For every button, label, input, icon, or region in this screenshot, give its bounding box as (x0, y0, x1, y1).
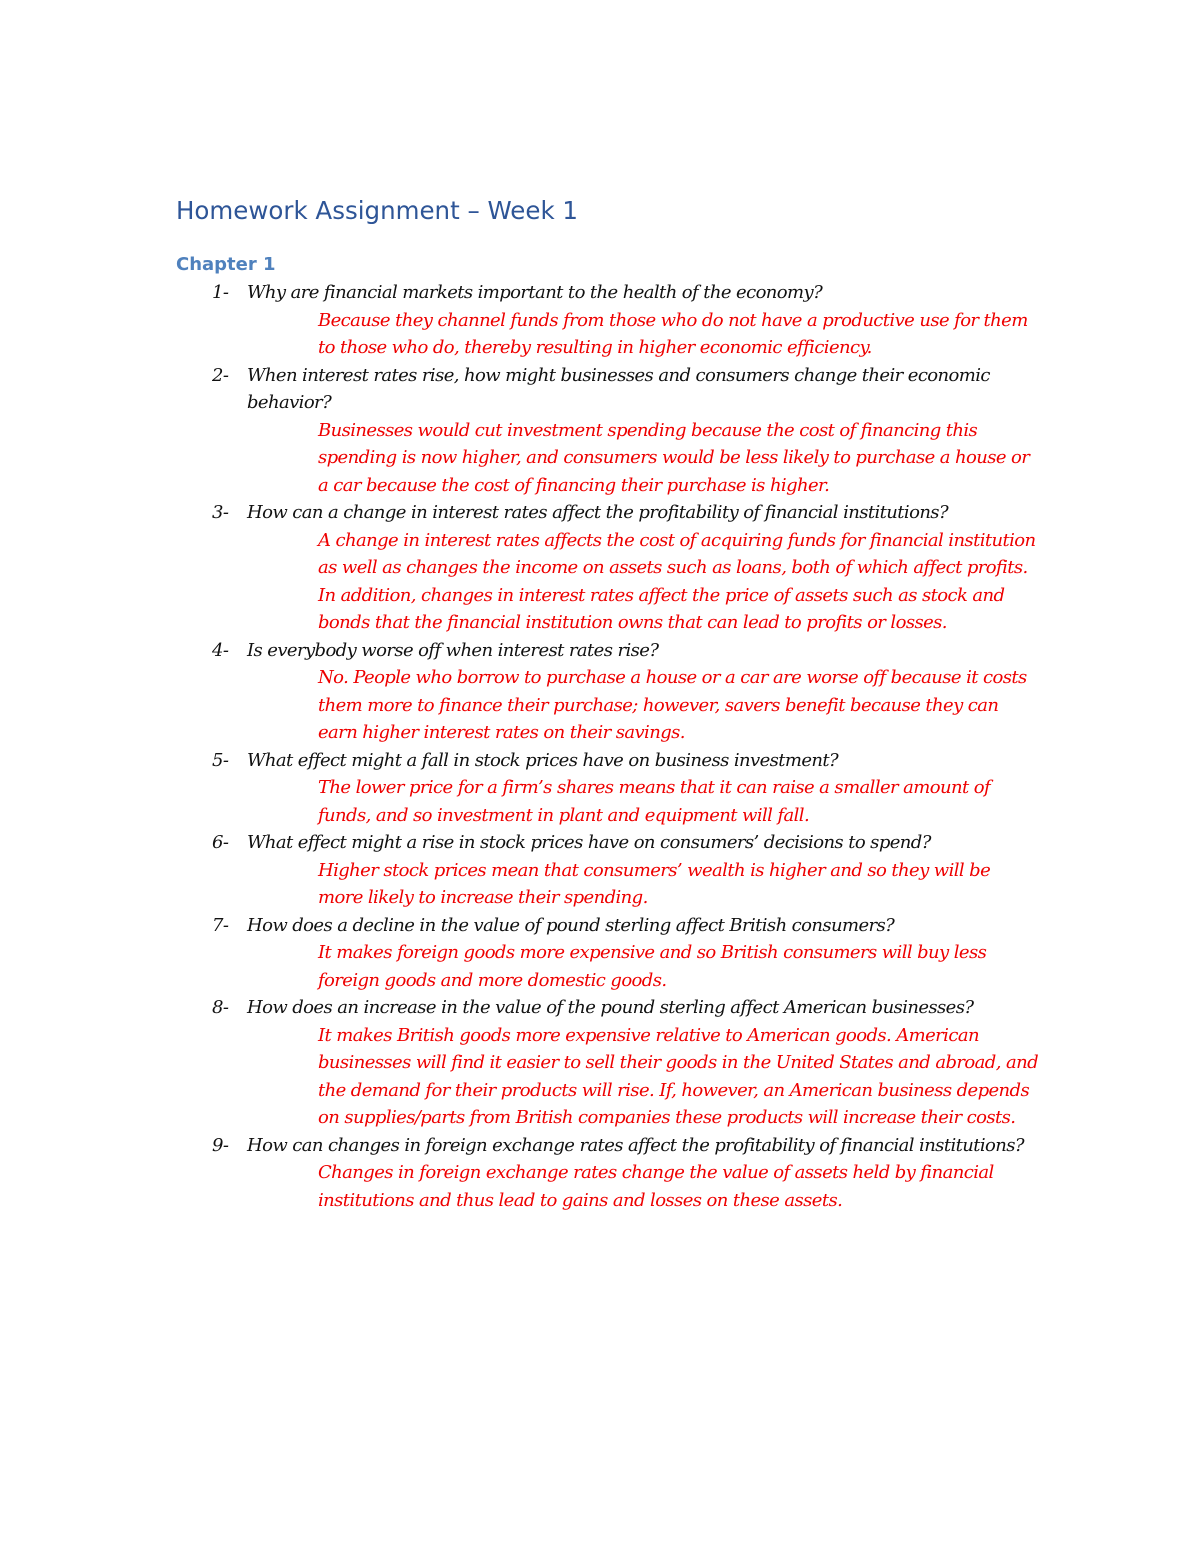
question-list (0, 279, 1200, 1214)
answer-text: Businesses would cut investment spending because the cost of financing this spending is now higher, and consumers would be less likely to purchase a house or a car because the cost of financing their purchase is higher. (318, 419, 1030, 496)
answer-text: It makes British goods more expensive relative to American goods. American businesses will find it easier to sell their goods in the United States and abroad, and the demand for their products will rise. If, however, an American business depends on supplies/parts from British companies these products will increase their costs. (318, 1024, 1038, 1128)
question-number: 3- (212, 502, 229, 523)
question-item-9 (0, 1132, 1200, 1215)
question-item-8 (0, 994, 1200, 1132)
question-text: When interest rates rise, how might businesses and consumers change their economic behavior? (247, 364, 990, 413)
answer-text: It makes foreign goods more expensive and so British consumers will buy less foreign goods and more domestic goods. (318, 942, 987, 991)
question-text: How can a change in interest rates affect the profitability of financial institutions? (247, 502, 948, 523)
question-item-2 (0, 362, 1200, 500)
question-number: 5- (212, 749, 229, 771)
document-title: Homework Assignment – Week 1 (176, 196, 579, 225)
chapter-heading: Chapter 1 (176, 254, 276, 275)
question-text: How does a decline in the value of pound sterling affect British consumers? (247, 914, 895, 936)
question-item-7 (0, 912, 1200, 995)
question-text: What effect might a fall in stock prices have on business investment? (247, 749, 839, 771)
question-number: 2- (212, 364, 229, 386)
question-text: How can changes in foreign exchange rates affect the profitability of financial institutions? (247, 1134, 1024, 1156)
answer-text: Because they channel funds from those who do not have a productive use for them to those who do, thereby resulting in higher economic efficiency. (318, 309, 1028, 358)
question-number: 9- (212, 1134, 229, 1156)
answer-text: No. People who borrow to purchase a house or a car are worse off because it costs them more to finance their purchase; however, savers benefit because they can earn higher interest rates on their savings. (318, 667, 1027, 743)
question-item-4 (0, 637, 1200, 747)
answer-text: Higher stock prices mean that consumers’ wealth is higher and so they will be more likely to increase their spending. (318, 859, 991, 908)
question-number: 8- (212, 997, 229, 1018)
question-number: 4- (212, 639, 229, 661)
question-item-3 (0, 499, 1200, 637)
question-text: How does an increase in the value of the pound sterling affect American businesses? (247, 997, 974, 1018)
question-number: 7- (212, 914, 229, 936)
answer-text: A change in interest rates affects the cost of acquiring funds for financial institution as well as changes the income on assets such as loans, both of which affect profits. In addition, changes in interest rates affect the price of assets such as stock and bonds that the financial institution owns that can lead to profits or losses. (318, 529, 1036, 633)
question-text: Why are financial markets important to the health of the economy? (247, 282, 823, 303)
question-number: 6- (212, 832, 229, 853)
question-item-5 (0, 747, 1200, 830)
question-item-1 (0, 279, 1200, 362)
answer-text: Changes in foreign exchange rates change the value of assets held by financial institutions and thus lead to gains and losses on these assets. (318, 1162, 994, 1211)
question-text: What effect might a rise in stock prices have on consumers’ decisions to spend? (247, 832, 931, 853)
question-number: 1- (212, 282, 229, 303)
question-item-6 (0, 829, 1200, 912)
question-text: Is everybody worse off when interest rates rise? (247, 639, 659, 661)
answer-text: The lower price for a firm’s shares means that it can raise a smaller amount of funds, and so investment in plant and equipment will fall. (318, 777, 991, 826)
